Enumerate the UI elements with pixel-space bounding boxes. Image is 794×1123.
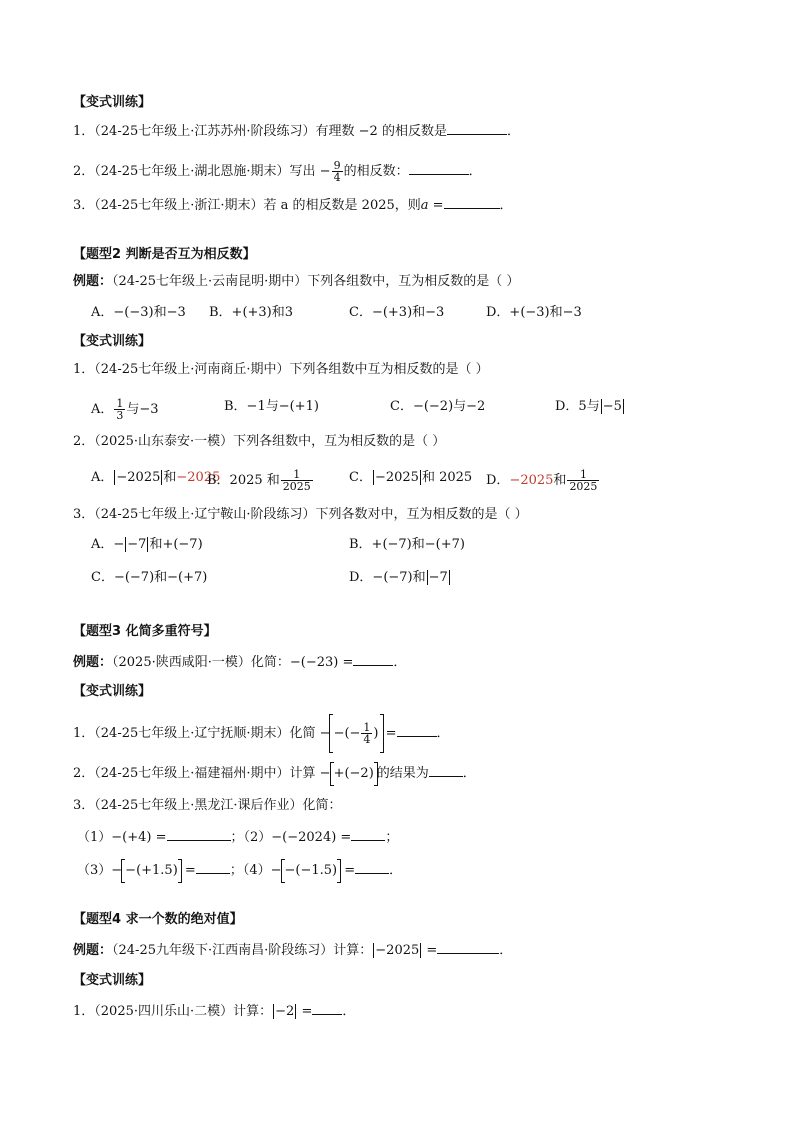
text-run: −2025 xyxy=(116,470,161,485)
text-run: 的结果为 xyxy=(376,766,429,781)
variant-training-header: 【变式训练】 xyxy=(73,973,152,988)
answer-blank[interactable] xyxy=(312,1002,342,1015)
text-run: （2025·陕西咸阳·一模） xyxy=(112,655,251,670)
text-run: A． xyxy=(91,470,114,485)
fraction-denominator: 4 xyxy=(333,171,341,184)
abs-bar xyxy=(373,470,374,485)
answer-blank[interactable] xyxy=(437,941,499,954)
text-run: 下列各组数中互为相反数的是（ ） xyxy=(289,362,489,377)
text-run: −(+1.5) xyxy=(125,863,178,878)
bracket-group xyxy=(122,862,181,880)
fraction-numerator: 1 xyxy=(293,468,301,481)
text-run: （24-25七年级上·河南商丘·期中） xyxy=(94,362,290,377)
text-run: ． xyxy=(462,766,476,781)
abs-bar xyxy=(601,399,602,414)
option-b[interactable]: B．+(+3)和3 xyxy=(209,305,294,320)
text-run: 1． xyxy=(73,124,95,139)
text-run: 下列各组数中，互为相反数的是（ ） xyxy=(307,274,520,289)
text-run: ． xyxy=(436,726,450,741)
answer-blank[interactable] xyxy=(196,861,230,874)
option-a[interactable] xyxy=(91,469,220,487)
fraction-denominator: 4 xyxy=(363,733,371,746)
variant-training-header: 【变式训练】 xyxy=(73,95,152,110)
text-run: 2． xyxy=(73,434,95,449)
option-c[interactable]: C．−(−2)与−2 xyxy=(390,399,486,414)
option-d[interactable] xyxy=(349,569,451,587)
bracket-group xyxy=(331,765,377,783)
section-title-type4: 【题型4 求一个数的绝对值】 xyxy=(73,912,243,927)
text-run: （2025·四川乐山·二模） xyxy=(94,1004,234,1019)
text-run: 若 a 的相反数是 2025，则 xyxy=(263,198,421,213)
text-run: ； xyxy=(230,830,244,845)
option-d[interactable]: D．+(−3)和−3 xyxy=(486,305,582,320)
text-run: 1． xyxy=(73,1004,95,1019)
fraction xyxy=(361,722,372,745)
section-title-type2: 【题型2 判断是否互为相反数】 xyxy=(73,247,256,262)
text-run: （1）−(+4) = xyxy=(77,830,167,845)
sub-question-3-4 xyxy=(77,861,402,880)
option-a[interactable] xyxy=(91,398,159,421)
question-t2-2 xyxy=(73,433,445,451)
text-run: ． xyxy=(499,943,513,958)
answer-blank[interactable] xyxy=(351,828,385,841)
text-run: = xyxy=(180,863,196,878)
answer-blank[interactable] xyxy=(353,653,393,666)
text-run: −2025 xyxy=(374,470,419,485)
text-run: （3）− xyxy=(77,863,123,878)
option-c[interactable]: C．−(−7)和−(+7) xyxy=(91,570,208,585)
option-a[interactable]: A．−(−3)和−3 xyxy=(91,305,186,320)
text-run: = xyxy=(340,863,356,878)
section-title-type3: 【题型3 化简多重符号】 xyxy=(73,624,217,639)
example-type4 xyxy=(73,941,512,960)
fraction-numerator: 1 xyxy=(579,468,587,481)
fraction xyxy=(332,160,343,183)
question-t3-2 xyxy=(73,764,476,783)
example-label: 例题： xyxy=(73,943,113,958)
question-t3-1 xyxy=(73,722,450,745)
text-run: −2025 xyxy=(509,473,554,488)
text-run: 下列各组数中，互为相反数的是（ ） xyxy=(233,434,446,449)
text-run: D．−(−7)和 xyxy=(349,570,426,585)
fraction-denominator: 2025 xyxy=(569,480,598,493)
text-run: 和 2025 xyxy=(421,470,473,485)
text-run: 3． xyxy=(73,507,95,522)
fraction xyxy=(281,469,313,492)
fraction-numerator: 9 xyxy=(333,159,341,172)
text-run: 和+(−7) xyxy=(149,537,203,552)
text-run: ． xyxy=(393,655,407,670)
text-run: A． xyxy=(91,402,114,417)
fraction-numerator: 1 xyxy=(116,397,124,410)
question-t2-3 xyxy=(73,506,528,524)
text-run: A．− xyxy=(91,537,125,552)
example-type3 xyxy=(73,653,406,672)
text-run: 化简：−(−23) = xyxy=(250,655,354,670)
text-run: （24-25七年级上·云南昆明·期中） xyxy=(112,274,308,289)
answer-blank[interactable] xyxy=(444,196,500,209)
text-run: 和 xyxy=(163,470,177,485)
example-type2 xyxy=(73,273,519,291)
option-b[interactable] xyxy=(207,469,314,492)
text-run: 2． xyxy=(73,164,95,179)
answer-blank[interactable] xyxy=(447,122,507,135)
text-run: 3． xyxy=(73,198,95,213)
text-run: ． xyxy=(506,124,520,139)
option-b[interactable]: B．−1与−(+1) xyxy=(224,399,319,414)
abs-bar xyxy=(273,1004,274,1019)
text-run: = xyxy=(381,726,397,741)
fraction xyxy=(114,398,125,421)
bracket-group xyxy=(282,862,341,880)
variant-training-header: 【变式训练】 xyxy=(73,334,152,349)
abs-bar xyxy=(420,470,421,485)
text-run: +(−2) xyxy=(333,766,374,781)
answer-blank[interactable] xyxy=(429,764,463,777)
text-run: 化简 − xyxy=(289,726,331,741)
text-run: C． xyxy=(349,470,372,485)
question-v1-3 xyxy=(73,196,513,215)
sub-question-1-2 xyxy=(77,828,398,847)
option-c[interactable] xyxy=(349,469,472,487)
text-run: ． xyxy=(468,164,482,179)
text-run: D． xyxy=(486,473,510,488)
text-run: 3． xyxy=(73,798,95,813)
text-run: ) xyxy=(373,726,379,741)
option-d[interactable] xyxy=(486,469,600,492)
text-run: 化简： xyxy=(302,798,342,813)
question-t2-1 xyxy=(73,361,489,379)
text-run: ． xyxy=(342,1004,356,1019)
option-b[interactable]: B．+(−7)和−(+7) xyxy=(349,537,465,552)
text-run: 计算 − xyxy=(289,766,331,781)
abs-bar xyxy=(449,570,450,585)
text-run: （4）− xyxy=(242,863,282,878)
text-run: （24-25七年级上·福建福州·期中） xyxy=(94,766,290,781)
text-run: B．2025 和 xyxy=(207,473,280,488)
text-run: （2）−(−2024) = xyxy=(243,830,352,845)
text-run: 计算： xyxy=(333,943,373,958)
bracket-group xyxy=(331,722,382,745)
answer-blank[interactable] xyxy=(355,861,389,874)
text-run: （24-25七年级上·湖北恩施·期末） xyxy=(94,164,290,179)
text-run: ． xyxy=(499,198,513,213)
text-run: D．5与 xyxy=(555,399,600,414)
example-label: 例题： xyxy=(73,274,113,289)
text-run: 有理数 −2 的相反数是 xyxy=(315,124,447,139)
question-v1-2 xyxy=(73,160,482,183)
option-c[interactable]: C．−(+3)和−3 xyxy=(349,305,445,320)
answer-blank[interactable] xyxy=(397,724,437,737)
text-run: ． xyxy=(389,863,403,878)
text-run: 1． xyxy=(73,726,95,741)
text-run: = xyxy=(297,1004,313,1019)
fraction-numerator: 1 xyxy=(363,721,371,734)
question-t3-3 xyxy=(73,797,342,815)
answer-blank[interactable] xyxy=(167,828,231,841)
question-t4-1 xyxy=(73,1002,355,1021)
text-run: （24-25七年级上·黑龙江·课后作业） xyxy=(94,798,303,813)
text-run: −2025 xyxy=(375,943,420,958)
text-run: （2025·山东泰安·一模） xyxy=(94,434,234,449)
example-label: 例题： xyxy=(73,655,113,670)
abs-bar xyxy=(623,399,624,414)
text-run: a = xyxy=(420,198,444,213)
answer-blank[interactable] xyxy=(409,162,469,175)
text-run: 2． xyxy=(73,766,95,781)
text-run: 与−3 xyxy=(126,402,159,417)
option-d[interactable] xyxy=(555,398,625,416)
text-run: 和 xyxy=(553,473,567,488)
text-run: −5 xyxy=(602,399,622,414)
text-run: −7 xyxy=(428,570,448,585)
text-run: = xyxy=(422,943,438,958)
text-run: ； xyxy=(229,863,243,878)
option-a[interactable] xyxy=(91,536,203,554)
text-run: ； xyxy=(385,830,399,845)
text-run: 计算： xyxy=(233,1004,273,1019)
text-run: （24-25七年级上·辽宁抚顺·期末） xyxy=(94,726,290,741)
text-run: 下列各数对中，互为相反数的是（ ） xyxy=(315,507,528,522)
text-run: −(−1.5) xyxy=(284,863,338,878)
text-run: （24-25七年级上·辽宁鞍山·阶段练习） xyxy=(94,507,316,522)
fraction-denominator: 2025 xyxy=(282,480,311,493)
text-run: （24-25九年级下·江西南昌·阶段练习） xyxy=(112,943,334,958)
question-v1-1 xyxy=(73,122,520,141)
text-run: 1． xyxy=(73,362,95,377)
fraction xyxy=(567,469,599,492)
text-run: −7 xyxy=(127,537,147,552)
fraction-denominator: 3 xyxy=(116,409,124,422)
text-run: （24-25七年级上·江苏苏州·阶段练习） xyxy=(94,124,316,139)
text-run: 的相反数： xyxy=(343,164,409,179)
text-run: −(− xyxy=(333,726,361,741)
text-run: −2 xyxy=(275,1004,295,1019)
abs-bar xyxy=(427,570,428,585)
text-run: 写出 − xyxy=(289,164,331,179)
text-run: −2025 xyxy=(176,470,221,485)
variant-training-header: 【变式训练】 xyxy=(73,684,152,699)
text-run: （24-25七年级上·浙江·期末） xyxy=(94,198,264,213)
